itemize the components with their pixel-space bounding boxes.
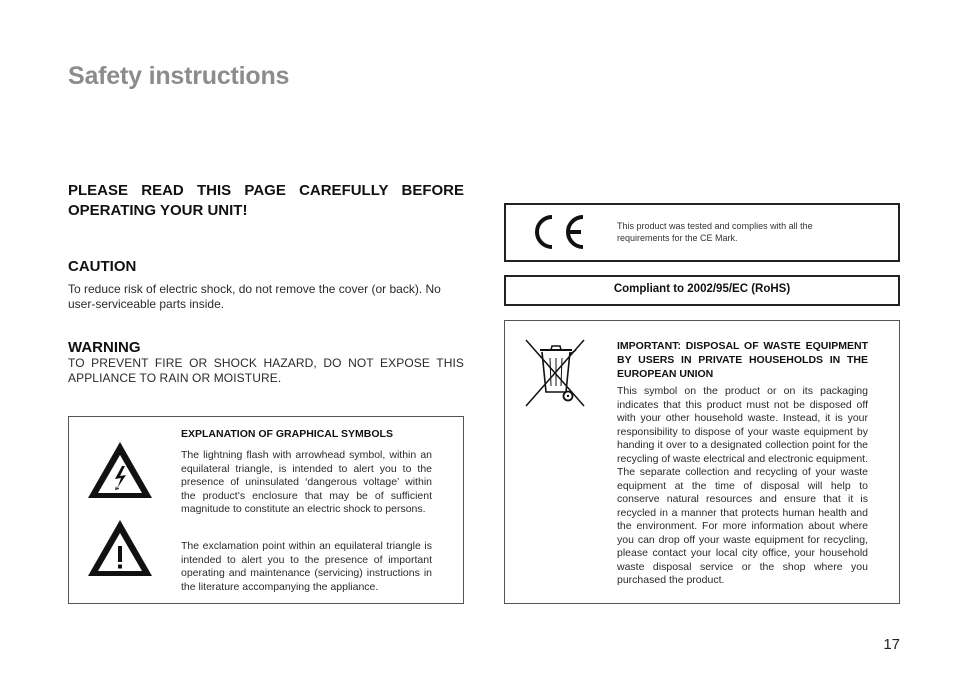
crossed-out-bin-icon — [522, 336, 590, 408]
caution-heading: CAUTION — [68, 258, 137, 275]
warning-heading: WARNING — [68, 339, 141, 356]
lightning-description: The lightning flash with arrowhead symbol, within an equilateral triangle, is intended to alert you to the presence of uninsulated ‘dangerous voltage’ within the product’s enclosure that may be of sufficient magnitude to constitute an electric shock to persons. — [181, 449, 432, 515]
ce-description: This product was tested and complies with all the requirements for the CE Mark. — [617, 221, 813, 243]
lightning-warning-icon — [86, 440, 154, 500]
page-title: Safety instructions — [68, 62, 290, 90]
intro-heading: PLEASE READ THIS PAGE CAREFULLY BEFORE OPERATING YOUR UNIT! — [68, 182, 464, 219]
warning-text: TO PREVENT FIRE OR SHOCK HAZARD, DO NOT EXPOSE THIS APPLIANCE TO RAIN OR MOISTURE. — [68, 356, 464, 385]
symbols-title: EXPLANATION OF GRAPHICAL SYMBOLS — [181, 428, 393, 440]
exclamation-warning-icon — [86, 518, 154, 578]
exclamation-description: The exclamation point within an equilateral triangle is intended to alert you to the presence of important operating and maintenance (servicing) instructions in the literature accompanying the appliance. — [181, 540, 432, 593]
page-number: 17 — [883, 636, 900, 653]
weee-description: This symbol on the product or on its packaging indicates that this product must not be disposed off with your other household waste. Instead, it is your responsibility to dispose of your waste equipment by handing it over to a designated collection point for the recycling of waste electrical and electronic equipment. The separate collection and recycling of your waste equipment at the time of disposal will help to conserve natural resources and ensure that it is recycled in a manner that protects human health and the environment. For more information about where you can drop off your waste equipment for recycling, please contact your local city office, your household waste disposal service or the shop where you purchased the product. — [617, 385, 868, 586]
ce-mark-icon — [526, 212, 588, 252]
weee-title: IMPORTANT: DISPOSAL OF WASTE EQUIPMENT BY USERS IN PRIVATE HOUSEHOLDS IN THE EUROPEAN UNION — [617, 340, 868, 380]
caution-text: To reduce risk of electric shock, do not remove the cover (or back). No user-serviceable parts inside. — [68, 282, 441, 311]
rohs-compliance-text: Compliant to 2002/95/EC (RoHS) — [613, 283, 791, 295]
